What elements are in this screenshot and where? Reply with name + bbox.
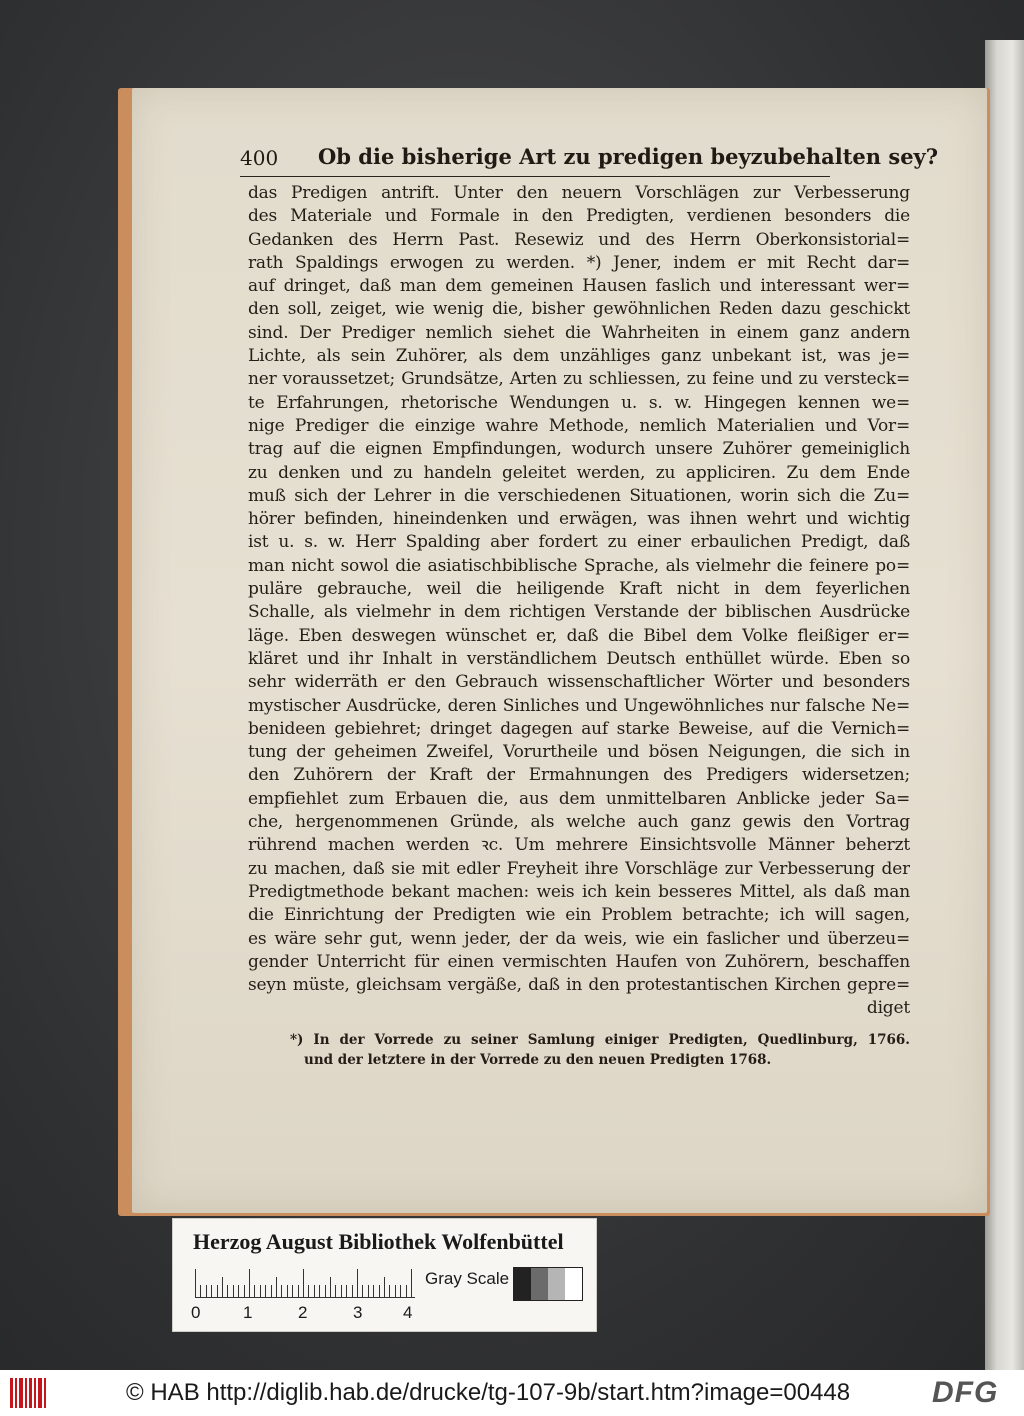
text-line: den Zuhörern der Kraft der Ermahnungen des Predigers widersetzen; — [248, 765, 910, 786]
gray-swatch — [514, 1268, 531, 1300]
gray-swatch — [531, 1268, 548, 1300]
text-line: läge. Eben deswegen wünschet er, daß die Bibel dem Volke fleißiger er= — [248, 625, 910, 646]
ruler-tick — [233, 1285, 234, 1297]
text-line: Lichte, als sein Zuhörer, als dem unzähliges ganz unbekant ist, was je= — [248, 346, 910, 367]
ruler-tick — [308, 1285, 309, 1297]
ruler-tick — [357, 1269, 358, 1297]
text-line: sind. Der Prediger nemlich siehet die Wahrheiten in einem ganz andern — [248, 322, 910, 343]
dfg-logo: DFG — [932, 1376, 999, 1409]
ruler-tick — [368, 1285, 369, 1297]
ruler-number: 4 — [403, 1303, 413, 1322]
barcode-icon — [10, 1378, 48, 1408]
text-line: man nicht sowol die asiatischbiblische Sprache, als vielmehr die feinere po= — [248, 555, 910, 576]
text-line: mystischer Ausdrücke, deren Sinliches und Ungewöhnliches nur falsche Ne= — [248, 695, 910, 716]
text-line: es wäre sehr gut, wenn jeder, der da weis, wie ein faslicher und überzeu= — [248, 928, 910, 949]
body-text — [248, 182, 910, 1021]
text-line: auf dringet, daß man dem gemeinen Hausen faslich und interessant wer= — [248, 276, 910, 297]
color-target-card — [172, 1218, 597, 1332]
ruler-tick — [287, 1285, 288, 1297]
ruler-tick — [217, 1285, 218, 1297]
text-line: ner voraussetzet; Grundsätze, Arten zu schliessen, zu feine und zu versteck= — [248, 369, 910, 390]
ruler-number: 0 — [191, 1303, 201, 1322]
text-line: das Predigen antrift. Unter den neuern Vorschlägen zur Verbesserung — [248, 183, 910, 203]
ruler-tick — [254, 1285, 255, 1297]
ruler-tick — [352, 1285, 353, 1297]
ruler-tick — [373, 1285, 374, 1297]
ruler-tick — [260, 1285, 261, 1297]
page-number: 400 — [240, 146, 279, 170]
ruler-tick — [346, 1285, 347, 1297]
ruler-tick — [379, 1285, 380, 1297]
ruler-number: 1 — [243, 1303, 253, 1322]
ruler-tick — [395, 1285, 396, 1297]
text-line: tung der geheimen Zweifel, Vorurtheile und bösen Neigungen, die sich in — [248, 742, 910, 763]
ruler-tick — [265, 1285, 266, 1297]
ruler-tick — [325, 1285, 326, 1297]
text-line: des Materiale und Formale in den Predigten, verdienen besonders die — [248, 206, 910, 227]
text-line: trag auf die eignen Empfindungen, wodurch unsere Zuhörer gemeiniglich — [248, 439, 910, 460]
text-line: nige Prediger die einzige wahre Methode, nemlich Materialien und Vor= — [248, 415, 910, 436]
text-line: empfiehlet zum Erbauen die, aus dem unmittelbaren Anblicke jeder Sa= — [248, 788, 910, 809]
ruler-tick — [200, 1285, 201, 1297]
footnote-line: und der letztere in der Vorrede zu den neuen Predigten 1768. — [304, 1052, 772, 1068]
ruler-number: 2 — [298, 1303, 308, 1322]
next-page-edge — [985, 40, 1024, 1380]
text-line: sehr widerräth er den Gebrauch wissenschaftlicher Wörter und besonders — [248, 672, 910, 693]
gray-swatch — [565, 1268, 582, 1300]
gray-scale-swatches — [513, 1267, 583, 1301]
gray-swatch — [548, 1268, 565, 1300]
ruler-tick — [195, 1269, 196, 1297]
footnote — [290, 1030, 910, 1070]
text-line: che, hergenommenen Gründe, als welche auch ganz gewis den Vortrag — [248, 812, 910, 833]
text-line: benideen gebiehret; dringet dagegen auf starke Beweise, auf die Vernich= — [248, 718, 910, 739]
ruler-tick — [238, 1285, 239, 1297]
ruler-tick — [244, 1285, 245, 1297]
library-name: Herzog August Bibliothek Wolfenbüttel — [193, 1229, 564, 1254]
text-line: die Einrichtung der Predigten wie ein Problem betrachte; ich will sagen, — [248, 905, 910, 926]
text-line: diget — [866, 998, 910, 1019]
ruler-tick — [384, 1277, 385, 1297]
text-line: seyn müste, gleichsam vergäße, daß in den protestantischen Kirchen gepre= — [248, 975, 910, 996]
ruler-tick — [303, 1269, 304, 1297]
text-line: den soll, zeiget, wie wenig die, bisher gewöhnlichen Reden dazu geschickt — [248, 299, 910, 320]
page-header — [240, 140, 939, 177]
running-title: Ob die bisherige Art zu predigen beyzubehalten sey? — [318, 144, 939, 169]
text-line: te Erfahrungen, rhetorische Wendungen u. s. w. Hingegen kennen we= — [248, 392, 910, 413]
ruler-tick — [281, 1285, 282, 1297]
text-line: Predigtmethode bekant machen: weis ich kein besseres Mittel, als daß man — [248, 881, 910, 902]
text-line: Gedanken des Herrn Past. Resewiz und des Herrn Oberkonsistorial= — [248, 229, 910, 250]
ruler — [195, 1267, 415, 1298]
ruler-tick — [271, 1285, 272, 1297]
text-line: rath Spaldings erwogen zu werden. *) Jener, indem er mit Recht dar= — [248, 252, 910, 273]
ruler-tick — [400, 1285, 401, 1297]
ruler-tick — [276, 1277, 277, 1297]
ruler-tick — [292, 1285, 293, 1297]
gray-scale-label: Gray Scale — [425, 1269, 510, 1288]
ruler-tick — [298, 1285, 299, 1297]
ruler-tick — [211, 1285, 212, 1297]
text-line: Schalle, als vielmehr in dem richtigen Verstande der biblischen Ausdrücke — [248, 602, 910, 623]
ruler-tick — [227, 1285, 228, 1297]
text-line: ist u. s. w. Herr Spalding aber fordert zu einer erbaulichen Predigt, daß — [248, 532, 910, 553]
copyright-link[interactable]: © HAB http://diglib.hab.de/drucke/tg-107-9b/start.htm?image=00448 — [126, 1379, 851, 1406]
ruler-tick — [206, 1285, 207, 1297]
text-line: zu denken und zu handeln geleitet werden, zu appliciren. Zu dem Ende — [248, 462, 910, 483]
text-line: rührend machen werden ꝛc. Um mehrere Einsichtsvolle Männer beherzt — [248, 835, 910, 856]
ruler-tick — [406, 1285, 407, 1297]
ruler-tick — [314, 1285, 315, 1297]
text-line: puläre gebrauche, weil die heiligende Kraft nicht in dem feyerlichen — [248, 579, 910, 600]
text-line: kläret und ihr Inhalt in verständlichem Deutsch enthüllet würde. Eben so — [248, 648, 910, 669]
footnote-line: *) In der Vorrede zu seiner Samlung einiger Predigten, Quedlinburg, 1766. — [290, 1032, 910, 1048]
ruler-tick — [362, 1285, 363, 1297]
ruler-number: 3 — [353, 1303, 363, 1322]
text-line: zu machen, daß sie mit edler Freyheit ihre Vorschläge zur Verbesserung der — [248, 858, 910, 879]
ruler-tick — [411, 1269, 412, 1297]
text-line: muß sich der Lehrer in die verschiedenen Situationen, worin sich die Zu= — [248, 485, 910, 506]
text-line: hörer befinden, hineindenken und erwägen, was ihnen wehrt und wichtig — [248, 509, 910, 530]
ruler-tick — [222, 1277, 223, 1297]
ruler-tick — [330, 1277, 331, 1297]
footer-bar — [0, 1370, 1024, 1416]
ruler-tick — [389, 1285, 390, 1297]
ruler-tick — [319, 1285, 320, 1297]
ruler-tick — [249, 1269, 250, 1297]
ruler-tick — [341, 1285, 342, 1297]
text-line: gender Unterricht für einen vermischten Haufen von Zuhörern, beschaffen — [248, 951, 910, 972]
ruler-tick — [335, 1285, 336, 1297]
